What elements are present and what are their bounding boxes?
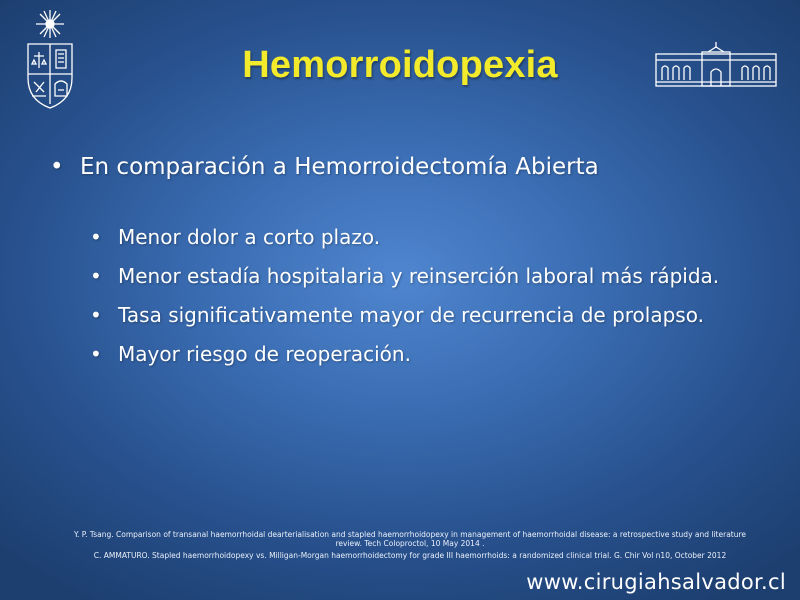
bullet-dot: •: [90, 342, 102, 366]
bullet-dot: •: [90, 303, 102, 327]
sub-bullet-text: Tasa significativamente mayor de recurrencia de prolapso.: [118, 303, 704, 327]
slide-title: Hemorroidopexia: [242, 44, 558, 86]
sub-bullet-item: [48, 224, 768, 251]
main-bullet-text: En comparación a Hemorroidectomía Abierta: [80, 154, 599, 180]
references: [70, 530, 750, 563]
bullet-dot: •: [50, 154, 64, 180]
sub-bullet-item: [48, 263, 768, 290]
sub-bullet-text: Menor estadía hospitalaria y reinserción laboral más rápida.: [118, 264, 720, 288]
reference-text: C. AMMATURO. Stapled haemorrhoidopexy vs. Milligan-Morgan haemorrhoidectomy for grade III haemorrhoids: a randomized clinical trial. G. Chir Vol n10, October 2012: [93, 551, 727, 560]
sub-bullet-text: Mayor riesgo de reoperación.: [118, 342, 411, 366]
sub-bullet-list: [48, 224, 768, 368]
bullet-dot: •: [90, 264, 102, 288]
sub-bullet-item: [48, 341, 768, 368]
website-url: www.cirugiahsalvador.cl: [526, 570, 786, 594]
bullet-dot: •: [90, 225, 102, 249]
sub-bullet-text: Menor dolor a corto plazo.: [118, 225, 381, 249]
slide-content: [48, 152, 768, 380]
main-bullet: [48, 152, 768, 182]
sub-bullet-item: [48, 302, 768, 329]
reference-text: Y. P. Tsang. Comparison of transanal haemorrhoidal dearterialisation and stapled haemorrhoidopexy in management of haemorrhoidal disease: a retrospective study and literature review. Tech Coloproctol, 10 May 2014 .: [73, 530, 747, 548]
